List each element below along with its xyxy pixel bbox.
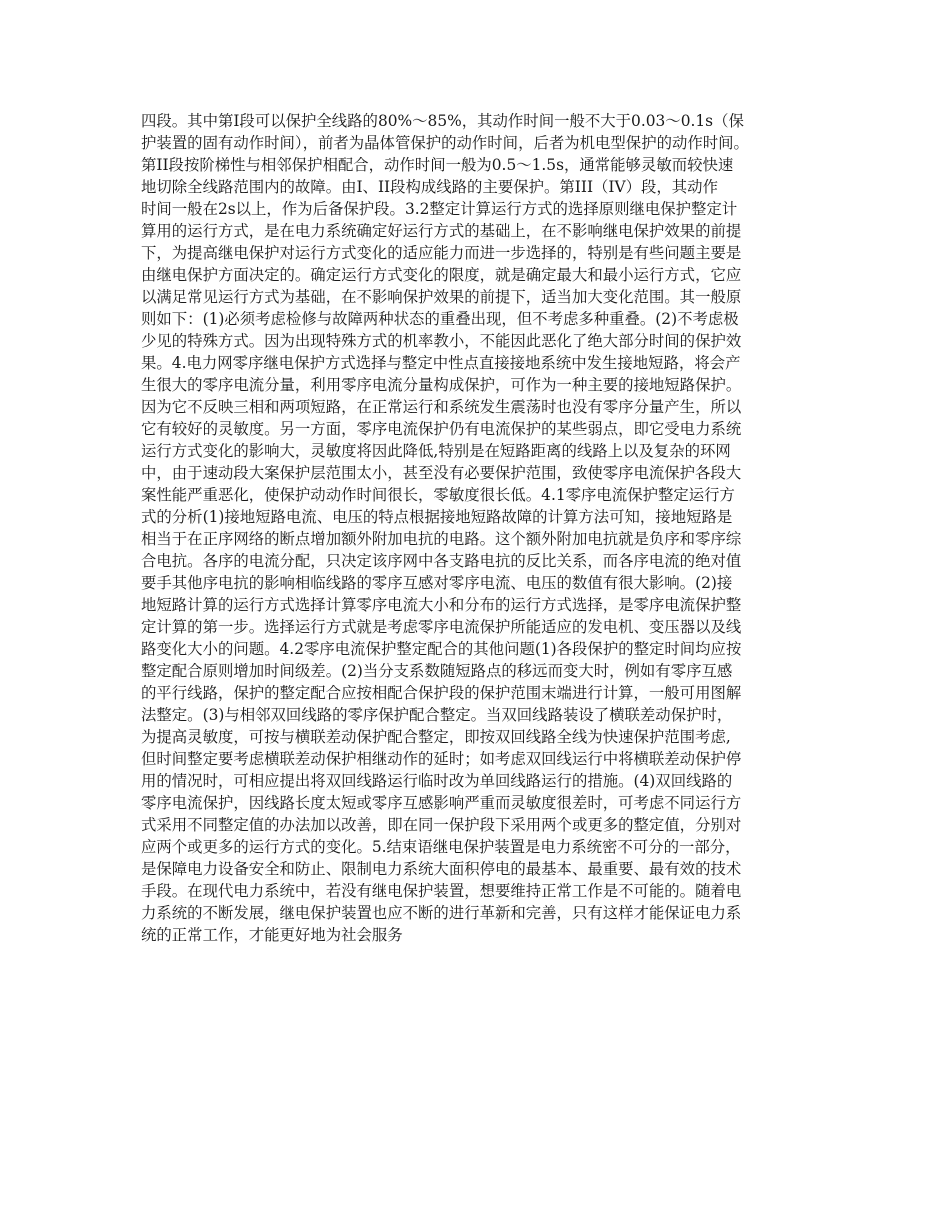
text-line: 力系统的不断发展，继电保护装置也应不断的进行革新和完善，只有这样才能保证电力系 <box>141 904 742 922</box>
text-line: 第II段按阶梯性与相邻保护相配合，动作时间一般为0.5～1.5s，通常能够灵敏而较快速 <box>141 156 734 174</box>
text-line: 生很大的零序电流分量，利用零序电流分量构成保护，可作为一种主要的接地短路保护。 <box>141 376 742 394</box>
text-line: 式的分析(1)接地短路电流、电压的特点根据接地短路故障的计算方法可知，接地短路是 <box>141 508 733 526</box>
text-line: 手段。在现代电力系统中，若没有继电保护装置，想要维持正常工作是不可能的。随着电 <box>141 882 742 900</box>
text-line: 时间一般在2s以上，作为后备保护段。3.2整定计算运行方式的选择原则继电保护整定计 <box>141 200 738 218</box>
text-line: 路变化大小的问题。4.2零序电流保护整定配合的其他问题(1)各段保护的整定时间均应按 <box>141 640 742 658</box>
text-line: 少见的特殊方式。因为出现特殊方式的机率教小，不能因此恶化了绝大部分时间的保护效 <box>141 332 742 350</box>
text-line: 用的情况时，可相应提出将双回线路运行临时改为单回线路运行的措施。(4)双回线路的 <box>141 772 733 790</box>
text-line: 果。4.电力网零序继电保护方式选择与整定中性点直接接地系统中发生接地短路，将会产 <box>141 354 741 372</box>
text-line: 式采用不同整定值的办法加以改善，即在同一保护段下采用两个或更多的整定值，分别对 <box>141 816 742 834</box>
text-line: 地切除全线路范围内的故障。由Ⅰ、II段构成线路的主要保护。第III（IV）段，其动作 <box>141 178 718 196</box>
text-line: 四段。其中第Ⅰ段可以保护全线路的80%～85%，其动作时间一般不大于0.03～0.1s（保 <box>141 112 744 130</box>
text-line: 地短路计算的运行方式选择计算零序电流大小和分布的运行方式选择，是零序电流保护整 <box>141 596 742 614</box>
text-line: 相当于在正序网络的断点增加额外附加电抗的电路。这个额外附加电抗就是负序和零序综 <box>141 530 742 548</box>
text-line: 零序电流保护，因线路长度太短或零序互感影响严重而灵敏度很差时，可考虑不同运行方 <box>141 794 742 812</box>
text-line: 但时间整定要考虑横联差动保护相继动作的延时；如考虑双回线运行中将横联差动保护停 <box>141 750 742 768</box>
text-line: 是保障电力设备安全和防止、限制电力系统大面积停电的最基本、最重要、最有效的技术 <box>141 860 742 878</box>
text-line: 的平行线路，保护的整定配合应按相配合保护段的保护范围末端进行计算，一般可用图解 <box>141 684 742 702</box>
text-line: 下，为提高继电保护对运行方式变化的适应能力而进一步选择的，特别是有些问题主要是 <box>141 244 742 262</box>
text-line: 算用的运行方式，是在电力系统确定好运行方式的基础上，在不影响继电保护效果的前提 <box>141 222 742 240</box>
text-line: 应两个或更多的运行方式的变化。5.结束语继电保护装置是电力系统密不可分的一部分， <box>141 838 741 856</box>
text-line: 案性能严重恶化，使保护动动作时间很长，零敏度很长低。4.1零序电流保护整定运行方 <box>141 486 735 504</box>
body-text <box>141 110 811 946</box>
text-line: 法整定。(3)与相邻双回线路的零序保护配合整定。当双回线路装设了横联差动保护时， <box>141 706 733 724</box>
text-line: 合电抗。各序的电流分配，只决定该序网中各支路电抗的反比关系，而各序电流的绝对值 <box>141 552 742 570</box>
text-line: 整定配合原则增加时间级差。(2)当分支系数随短路点的移远而变大时，例如有零序互感 <box>141 662 733 680</box>
text-line: 它有较好的灵敏度。另一方面，零序电流保护仍有电流保护的某些弱点，即它受电力系统 <box>141 420 742 438</box>
text-line: 护装置的固有动作时间），前者为晶体管保护的动作时间，后者为机电型保护的动作时间。 <box>141 134 749 152</box>
text-line: 中，由于速动段大案保护层范围太小，甚至没有必要保护范围，致使零序电流保护各段大 <box>141 464 742 482</box>
text-line: 定计算的第一步。选择运行方式就是考虑零序电流保护所能适应的发电机、变压器以及线 <box>141 618 742 636</box>
text-line: 为提高灵敏度，可按与横联差动保护配合整定，即按双回线路全线为快速保护范围考虑, <box>141 728 731 746</box>
text-line: 由继电保护方面决定的。确定运行方式变化的限度，就是确定最大和最小运行方式，它应 <box>141 266 742 284</box>
text-line: 要手其他序电抗的影响相临线路的零序互感对零序电流、电压的数值有很大影响。(2)接 <box>141 574 733 592</box>
text-line: 统的正常工作，才能更好地为社会服务 <box>141 926 403 944</box>
text-line: 运行方式变化的影响大，灵敏度将因此降低,特别是在短路距离的线路上以及复杂的环网 <box>141 442 731 460</box>
text-line: 以满足常见运行方式为基础，在不影响保护效果的前提下，适当加大变化范围。其一般原 <box>141 288 742 306</box>
text-line: 因为它不反映三相和两项短路，在正常运行和系统发生震荡时也没有零序分量产生，所以 <box>141 398 742 416</box>
text-line: 则如下：(1)必须考虑检修与故障两种状态的重叠出现，但不考虑多种重叠。(2)不考虑极 <box>141 310 739 328</box>
